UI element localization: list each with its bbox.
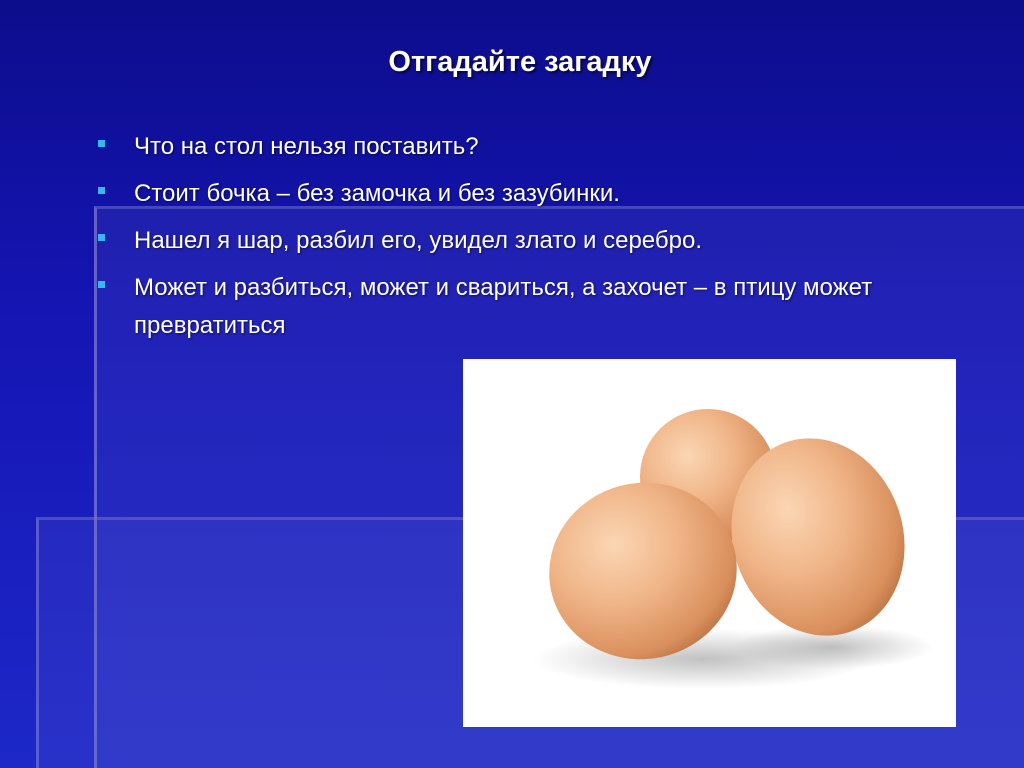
bullet-marker-icon [98, 234, 105, 241]
riddle-text: Может и разбиться, может и свариться, а захочет – в птицу может превратиться [134, 274, 873, 339]
riddle-item [96, 222, 956, 260]
slide-title: Отгадайте загадку [388, 46, 652, 78]
bullet-marker-icon [98, 140, 105, 147]
bullet-marker-icon [98, 187, 105, 194]
riddle-item [96, 128, 956, 166]
riddle-text: Нашел я шар, разбил его, увидел злато и серебро. [134, 227, 702, 254]
eggs-photo [463, 359, 956, 727]
riddle-text: Стоит бочка – без замочка и без зазубинки. [134, 180, 620, 207]
riddle-item [96, 269, 956, 345]
riddle-text: Что на стол нельзя поставить? [134, 133, 479, 160]
bullet-marker-icon [98, 281, 105, 288]
riddle-list [96, 128, 956, 354]
riddle-item [96, 175, 956, 213]
eggs-icon [463, 359, 956, 727]
